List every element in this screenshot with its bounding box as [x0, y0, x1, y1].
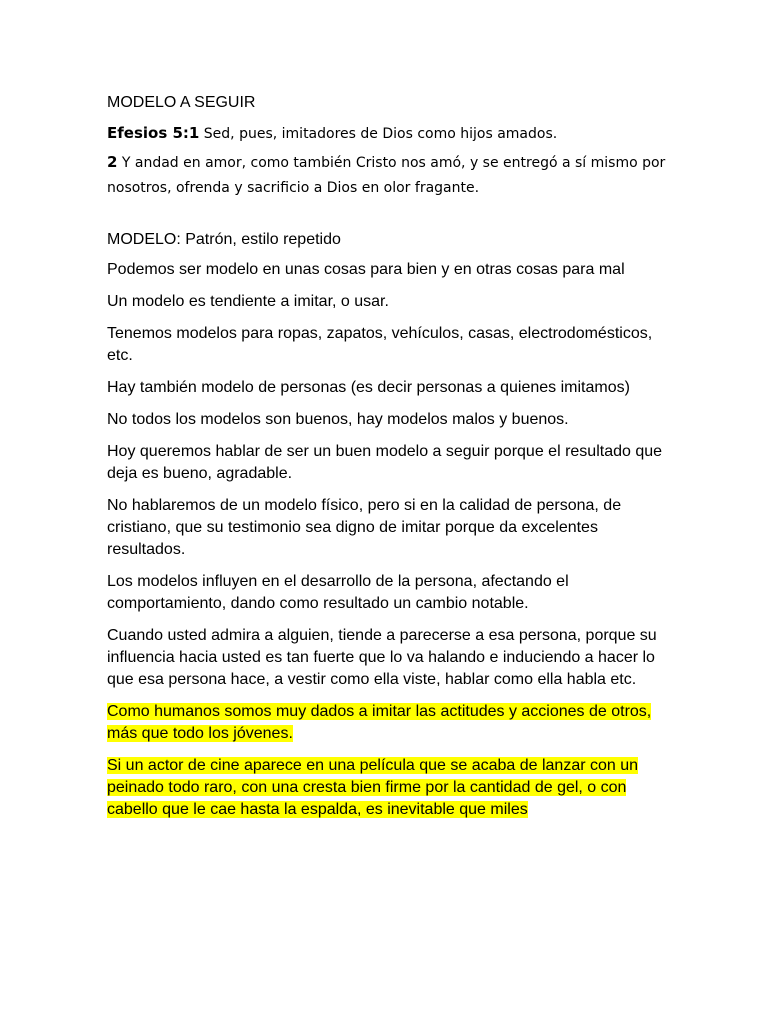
verse-reference: Efesios 5:1 [107, 124, 200, 142]
paragraph: Hay también modelo de personas (es decir personas a quienes imitamos) [107, 379, 630, 396]
document-body [107, 92, 667, 831]
paragraph: Un modelo es tendiente a imitar, o usar. [107, 293, 389, 310]
verse-text: Y andad en amor, como también Cristo nos amó, y se entregó a sí mismo por nosotros, ofrenda y sacrificio a Dios en olor fragante. [107, 155, 666, 196]
paragraph: Hoy queremos hablar de ser un buen modelo a seguir porque el resultado que deja es bueno, agradable. [107, 443, 663, 482]
definition: MODELO: Patrón, estilo repetido [107, 231, 341, 248]
verse-1 [107, 121, 667, 147]
paragraph: Cuando usted admira a alguien, tiende a parecerse a esa persona, porque su influencia hacia usted es tan fuerte que lo va halando e induciendo a hacer lo que esa persona hace, a vestir como ella viste, hablar como ella habla etc. [107, 627, 657, 688]
highlighted-text: Como humanos somos muy dados a imitar las actitudes y acciones de otros, más que todo los jóvenes. [107, 703, 652, 742]
verse-2 [107, 150, 667, 201]
verse-number: 2 [107, 153, 118, 171]
paragraph: No todos los modelos son buenos, hay modelos malos y buenos. [107, 411, 569, 428]
paragraph: Los modelos influyen en el desarrollo de la persona, afectando el comportamiento, dando como resultado un cambio notable. [107, 573, 569, 612]
highlighted-text: Si un actor de cine aparece en una película que se acaba de lanzar con un peinado todo raro, con una cresta bien firme por la cantidad de gel, o con cabello que le cae hasta la espalda, es inevitable que miles [107, 757, 639, 818]
paragraph: No hablaremos de un modelo físico, pero si en la calidad de persona, de cristiano, que su testimonio sea digno de imitar porque da excelentes resultados. [107, 497, 622, 558]
paragraph: Podemos ser modelo en unas cosas para bien y en otras cosas para mal [107, 261, 625, 278]
verse-text: Sed, pues, imitadores de Dios como hijos amados. [199, 126, 558, 142]
highlighted-paragraph [107, 755, 667, 821]
highlighted-paragraph [107, 701, 667, 745]
paragraph: Tenemos modelos para ropas, zapatos, vehículos, casas, electrodomésticos, etc. [107, 325, 653, 364]
document-title: MODELO A SEGUIR [107, 94, 256, 111]
